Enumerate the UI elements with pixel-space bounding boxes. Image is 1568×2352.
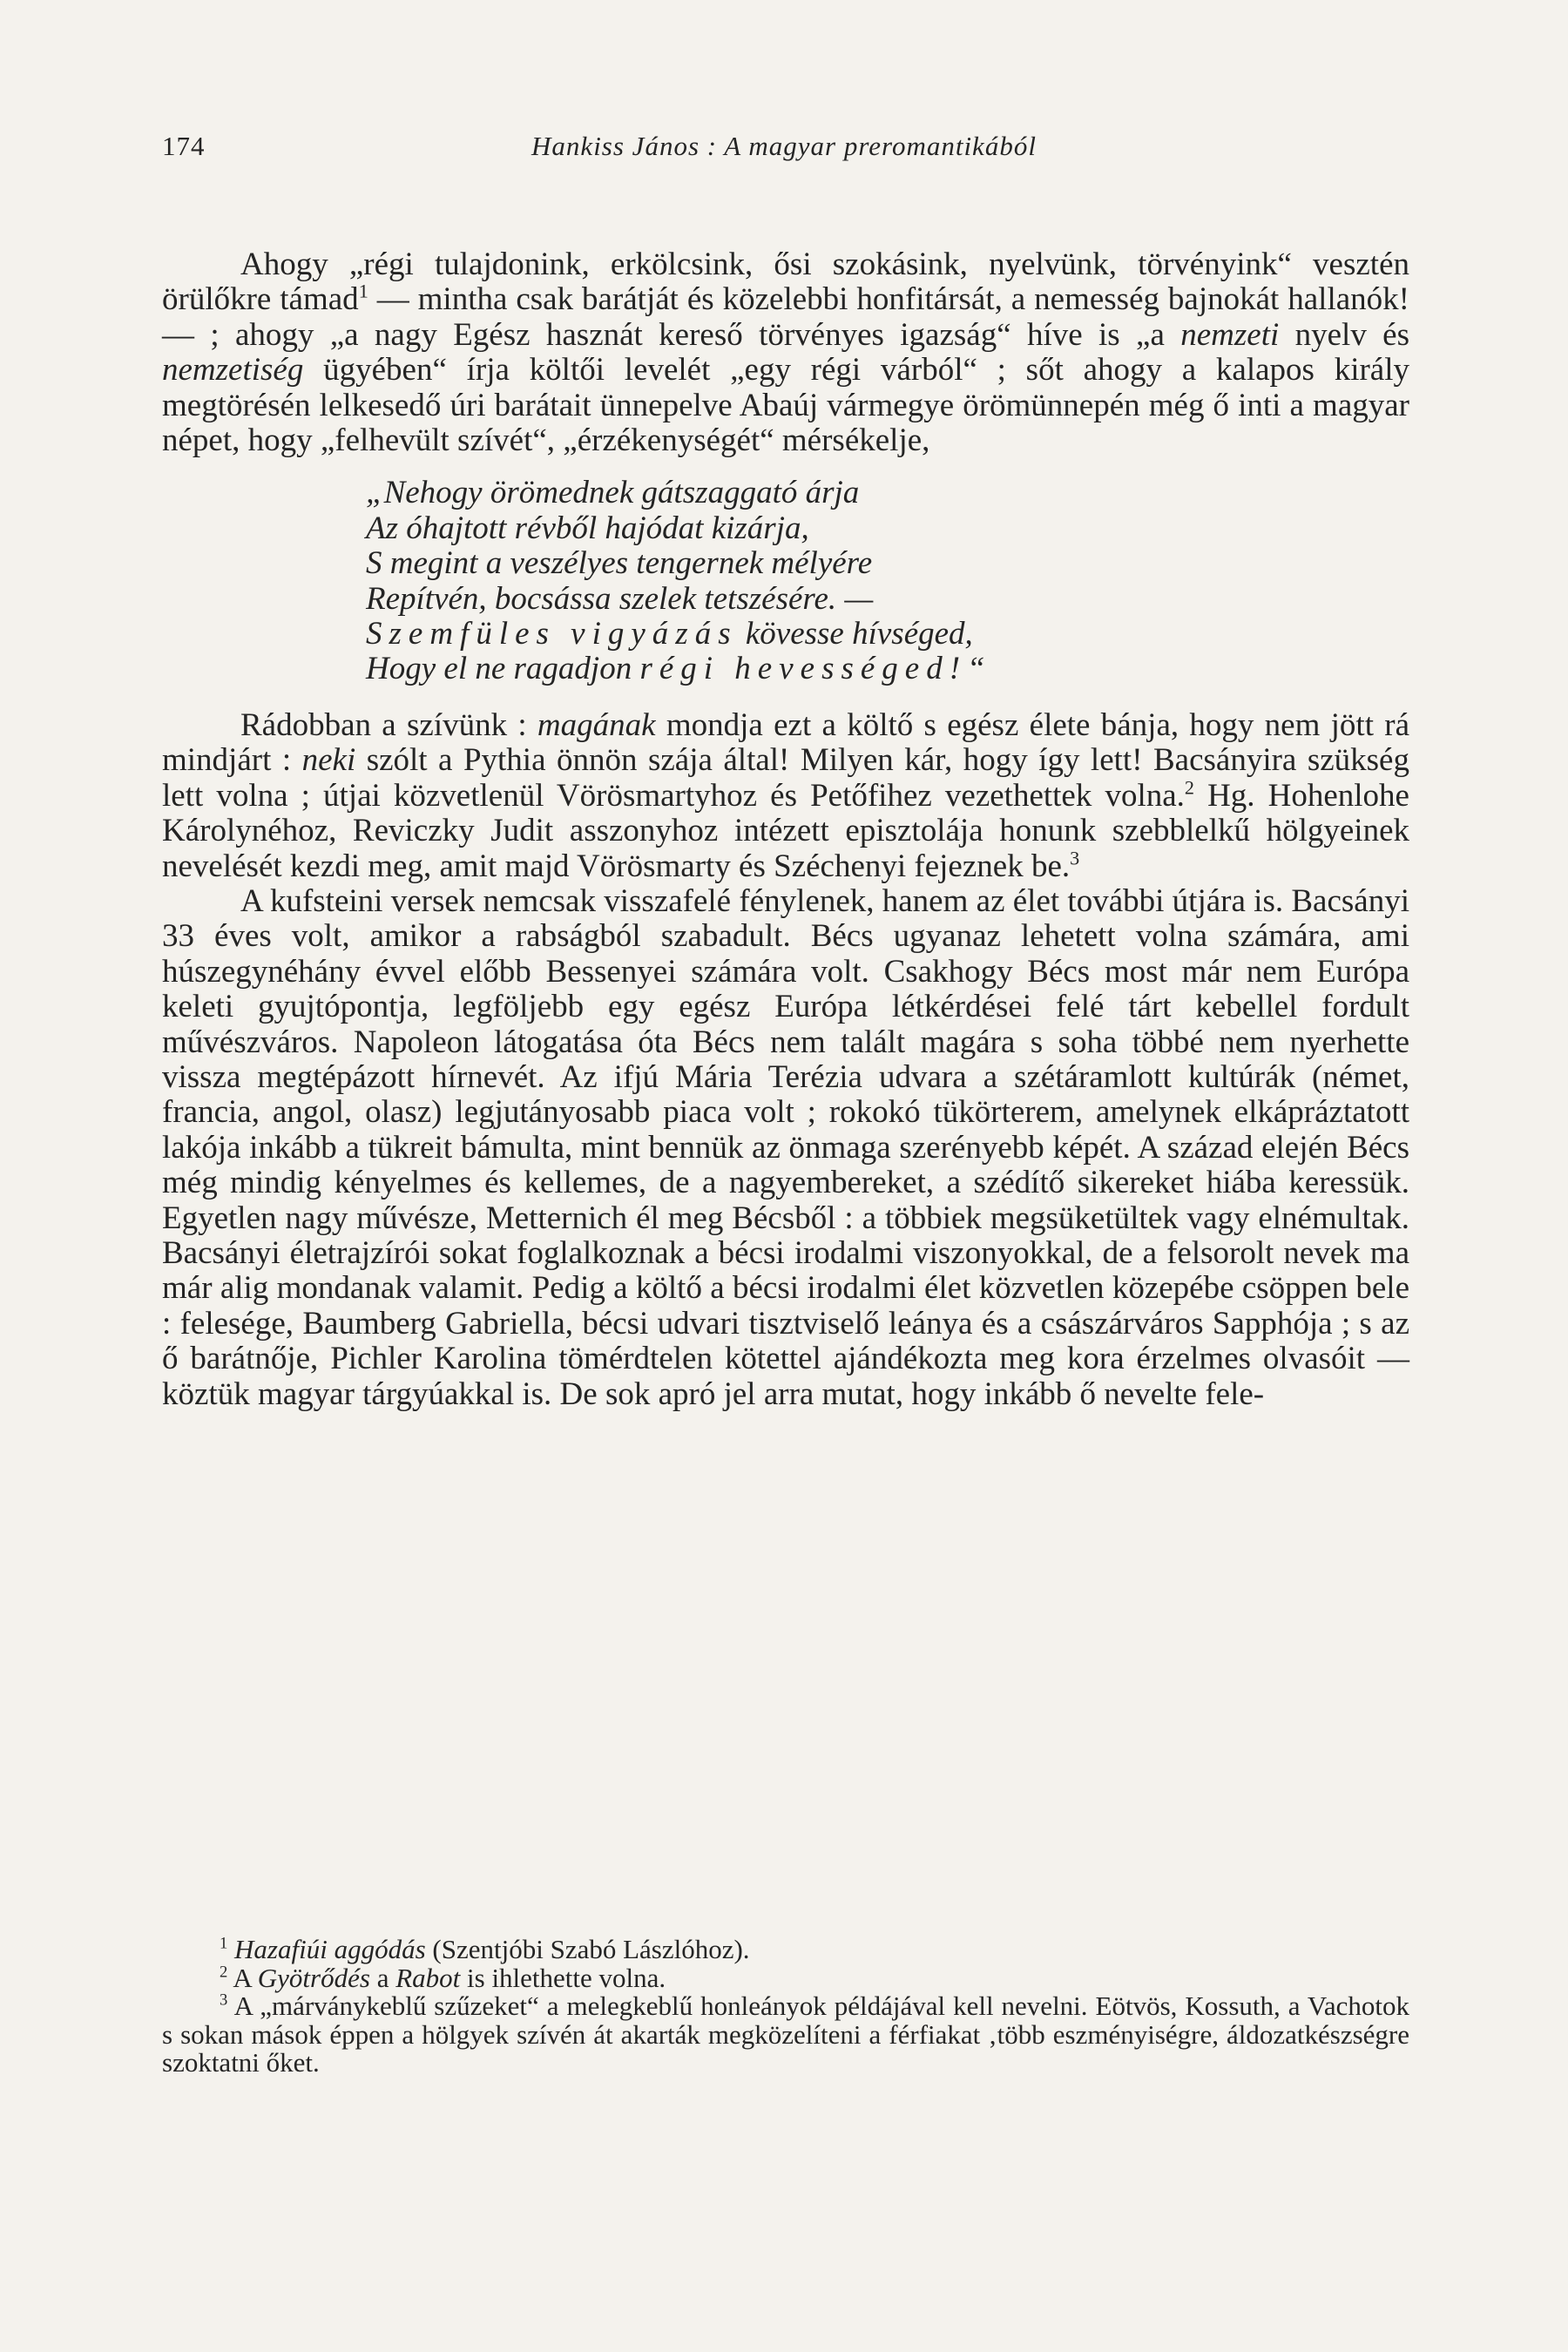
poem-line-6 xyxy=(366,652,1409,686)
poem-line-4: Repítvén, bocsássa szelek tetszésére. — xyxy=(366,580,874,617)
text-run: Hogy el ne ragadjon xyxy=(366,651,640,687)
footnote-ref-1: 1 xyxy=(358,280,368,303)
paragraph-1 xyxy=(162,247,1409,458)
footnote-number: 2 xyxy=(220,1963,228,1982)
poem-quote xyxy=(366,476,1409,686)
page-header xyxy=(162,131,1406,174)
text-run: Rádobban a szívünk : xyxy=(240,706,537,743)
text-run: kövesse hívséged, xyxy=(737,616,973,652)
footnote-ref-3: 3 xyxy=(1070,847,1080,869)
text-run: (Szentjóbi Szabó Lászlóhoz). xyxy=(425,1934,750,1964)
italic-term: neki xyxy=(301,742,356,779)
running-head: Hankiss János : A magyar preromantikából xyxy=(531,131,1037,161)
italic-term: Hazafiúi aggódás xyxy=(234,1934,426,1964)
text-run: ügyében“ írja költői levelét „egy régi várból“ ; sőt ahogy a kalapos király megtörésén lelkesedő úri barátait ünnepelve Abaúj vármegye örömünnepén még ő inti a magyar népet, hogy „felhevült szívét“, „érzékenységét“ mérsékelje, xyxy=(162,352,1409,459)
text-run: szólt a Pythia önnön szája által! Milyen kár, hogy így lett! Bacsányira szükség lett volna ; útjai közvetlenül Vörösmartyhoz és Petőfihez vezethettek volna. xyxy=(162,742,1409,814)
italic-term: nemzeti xyxy=(1180,316,1280,353)
text-run: A „márványkeblű szűzeket“ a melegkeblű honleányok példájával kell nevelni. Eötvös, Kossuth, a Vachotok s sokan mások éppen a hölgyek szívén át akarták megközelíteni a férfiakat ‚több eszményiségre, áldozatkészségre szoktatni őket. xyxy=(162,1990,1409,2078)
footnote-1 xyxy=(162,1936,1409,1964)
italic-term: nemzetiség xyxy=(162,352,304,389)
paragraph-2 xyxy=(162,708,1409,884)
text-run: “ xyxy=(967,651,985,687)
poem-line-2: Az óhajtott révből hajódat kizárja, xyxy=(366,510,809,546)
paragraph-3: A kufsteini versek nemcsak visszafelé fénylenek, hanem az élet további útjára is. Bacsányi 33 éves volt, amikor a rabságból szabadult. Bécs ugyanaz lehetett volna számára, ami húszegynéhány évvel előbb Bessenyei számára volt. Csakhogy Bécs most már nem Európa keleti gyujtópontja, legföljebb egy egész Európa létkérdései felé tárt kebellel fordult művészváros. Napoleon látogatása óta Bécs nem talált magára s soha többé nem nyerhette vissza megtépázott hírnevét. Az ifjú Mária Terézia udvara a szétáramlott kultúrák (német, francia, angol, olasz) legjutányosabb piaca volt ; rokokó tükörterem, amelynek elkápráztatott lakója inkább a tükreit bámulta, mint bennük az önmaga szerényebb képét. A század elején Bécs még mindig kényelmes és kellemes, de a nagyembereket, a szédítő sikereket hiába keressük. Egyetlen nagy művésze, Metternich él meg Bécsből : a többiek megsüketültek vagy elnémultak. Bacsányi életrajzírói sokat foglalkoznak a bécsi irodalmi viszonyokkal, de a felsorolt nevek ma már alig mondanak valamit. Pedig a költő a bécsi irodalmi élet közvetlen közepébe csöppen bele : felesége, Baumberg Gabriella, bécsi udvari tisztviselő leánya és a császárváros Sapphója ; s az ő barátnője, Pichler Karolina tömérdtelen kötettel ajándékozta meg kora érzelmes olvasóit — köztük magyar tárgyúakkal is. De sok apró jel arra mutat, hogy inkább ő nevelte fele- xyxy=(162,882,1409,1412)
spaced-emphasis: régi hevességed! xyxy=(639,651,968,687)
text-run: — mintha csak barátját és közelebbi honfitársát, a nemesség bajnokát hallanók! — ; ahogy „a nagy Egész hasznát kereső törvényes igazság“ híve is „a xyxy=(162,281,1409,353)
footnote-3 xyxy=(162,1992,1409,2078)
poem-line-5 xyxy=(366,617,1409,652)
footnote-ref-2: 2 xyxy=(1184,776,1194,799)
footnote-number: 3 xyxy=(220,1990,228,2010)
text-run: Ahogy „régi tulajdonink, erkölcsink, ősi szokásink, nyelvünk, törvényink“ vesztén örülőkre támad xyxy=(162,247,1409,318)
text-run: a xyxy=(369,1962,396,1993)
footnote-number: 1 xyxy=(220,1934,228,1953)
text-run: Hg. Hohenlohe Károlynéhoz, Reviczky Judit asszonyhoz intézett episztolája honunk szebblelkű hölgyeinek nevelését kezdi meg, amit majd Vörösmarty és Széchenyi fejeznek be. xyxy=(162,777,1409,884)
main-text xyxy=(162,247,1409,1412)
text-run: nyelv és xyxy=(1279,316,1409,353)
text-run: is ihlethette volna. xyxy=(460,1962,666,1993)
footnote-2 xyxy=(162,1964,1409,1993)
spaced-emphasis: Szemfüles vigyázás xyxy=(366,616,738,652)
italic-term: Rabot xyxy=(395,1962,461,1993)
poem-line-3: S megint a veszélyes tengernek mélyére xyxy=(366,545,873,582)
italic-term: magának xyxy=(537,706,656,743)
italic-term: Gyötrődés xyxy=(257,1962,370,1993)
text-run: mondja ezt a költő s egész élete bánja, hogy nem jött rá mindjárt : xyxy=(162,706,1409,779)
poem-line-1: „Nehogy örömednek gátszaggató árja xyxy=(366,475,860,511)
page-number: 174 xyxy=(162,131,206,161)
footnotes xyxy=(162,1936,1409,2078)
text-run: A xyxy=(233,1962,258,1993)
